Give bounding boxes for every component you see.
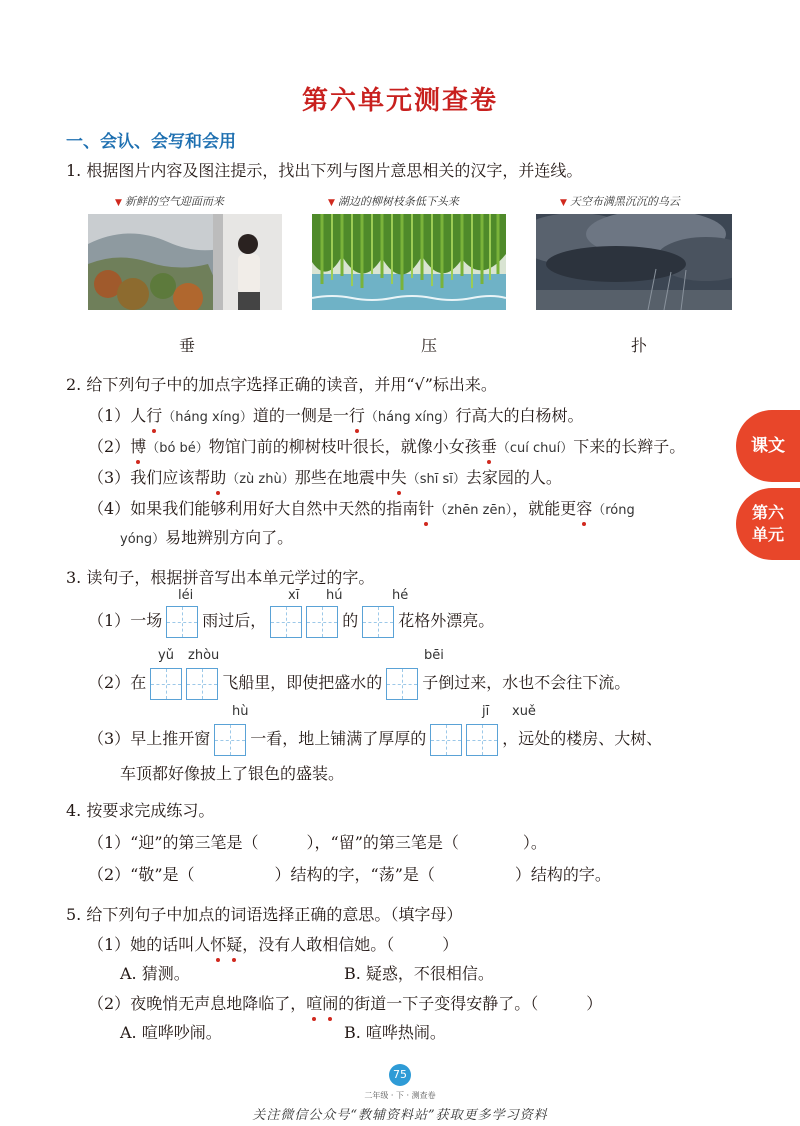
pinyin-lei: léi — [178, 588, 194, 603]
q1-caption-1: ▼ 新鲜的空气迎面而来 — [115, 195, 224, 208]
pinyin-yu: yǔ — [158, 648, 174, 663]
q1-char-1: 垂 — [179, 336, 196, 355]
triangle-icon: ▼ — [115, 198, 122, 208]
q5-sentence-1: （1）她的话叫人怀疑，没有人敢相信她。（ ） — [88, 935, 459, 954]
q1-char-3: 扑 — [631, 336, 648, 355]
writing-box[interactable] — [214, 724, 246, 756]
q3-sentence-3-cont: 车顶都好像披上了银色的盛装。 — [120, 764, 345, 783]
answer-box-group[interactable] — [150, 668, 218, 700]
q4-stem: 4. 按要求完成练习。 — [66, 801, 215, 820]
tab-text[interactable]: 课文 — [736, 410, 800, 482]
photo-fresh-air — [88, 214, 282, 310]
pinyin-xue: xuě — [512, 704, 536, 719]
q1-char-2: 压 — [421, 336, 438, 355]
writing-box[interactable] — [166, 606, 198, 638]
page-title: 第六单元测查卷 — [301, 86, 498, 116]
q1-caption-2: ▼ 湖边的柳树枝条低下头来 — [328, 195, 459, 208]
photo-willow — [312, 214, 506, 310]
pinyin-ji: jī — [482, 704, 490, 719]
page-number: 75 — [389, 1064, 411, 1086]
writing-box[interactable] — [306, 606, 338, 638]
q3-sentence-1: （1）一场 雨过后， 的 花格外漂亮。 — [88, 604, 494, 638]
writing-box[interactable] — [362, 606, 394, 638]
q2-sentence-3: （3）我们应该帮助（zù zhù）那些在地震中失（shī sī）去家园的人。 — [88, 468, 562, 487]
writing-box[interactable] — [270, 606, 302, 638]
answer-box-group[interactable] — [270, 606, 338, 638]
q3-sentence-2: （2）在 飞船里，即使把盛水的 子倒过来，水也不会往下流。 — [88, 666, 630, 700]
photo-dark-clouds — [536, 214, 732, 310]
writing-box[interactable] — [150, 668, 182, 700]
q2-sentence-2: （2）博（bó bé）物馆门前的柳树枝叶很长，就像小女孩垂（cuí chuí）下来的长辫子。 — [88, 437, 686, 456]
q5-option-2b: B. 喧哗热闹。 — [344, 1023, 446, 1042]
pinyin-zhou: zhòu — [188, 648, 220, 663]
pinyin-he: hé — [392, 588, 409, 603]
answer-box-group[interactable] — [166, 606, 198, 638]
footer-small: 二年级 · 下 · 测查卷 — [364, 1091, 436, 1100]
q3-sentence-3: （3）早上推开窗 一看，地上铺满了厚厚的 ，远处的楼房、大树、 — [88, 722, 662, 756]
triangle-icon: ▼ — [328, 198, 335, 208]
answer-box-group[interactable] — [386, 668, 418, 700]
answer-box-group[interactable] — [214, 724, 246, 756]
q4-line-2: （2）“敬”是（ ）结构的字，“荡”是（ ）结构的字。 — [88, 865, 611, 884]
q2-sentence-4-cont: yóng）易地辨别方向了。 — [120, 528, 294, 547]
q2-sentence-4: （4）如果我们能够利用好大自然中天然的指南针（zhēn zēn），就能更容（róng — [88, 499, 635, 518]
q5-option-2a: A. 喧哗吵闹。 — [120, 1023, 222, 1042]
answer-box-group[interactable] — [430, 724, 498, 756]
section-heading: 一、会认、会写和会用 — [66, 132, 236, 152]
pinyin-xi: xī — [288, 588, 300, 603]
pinyin-hu2: hù — [232, 704, 249, 719]
pinyin-hu: hú — [326, 588, 343, 603]
q5-stem: 5. 给下列句子中加点的词语选择正确的意思。（填字母） — [66, 905, 463, 924]
answer-box-group[interactable] — [362, 606, 394, 638]
q4-line-1: （1）“迎”的第三笔是（ ），“留”的第三笔是（ ）。 — [88, 833, 547, 852]
q1-stem: 1. 根据图片内容及图注提示，找出下列与图片意思相关的汉字，并连线。 — [66, 161, 583, 180]
q2-sentence-1: （1）人行（háng xíng）道的一侧是一行（háng xíng）行高大的白杨树。 — [88, 406, 584, 425]
writing-box[interactable] — [386, 668, 418, 700]
q1-caption-3: ▼ 天空布满黑沉沉的乌云 — [560, 195, 680, 208]
triangle-icon: ▼ — [560, 198, 567, 208]
footer-handwritten: 关注微信公众号“教辅资料站”获取更多学习资料 — [252, 1108, 548, 1123]
writing-box[interactable] — [430, 724, 462, 756]
q5-sentence-2: （2）夜晚悄无声息地降临了，喧闹的街道一下子变得安静了。（ ） — [88, 994, 603, 1013]
q2-stem: 2. 给下列句子中的加点字选择正确的读音，并用“√”标出来。 — [66, 375, 497, 394]
pinyin-bei: bēi — [424, 648, 444, 663]
writing-box[interactable] — [466, 724, 498, 756]
q3-stem: 3. 读句子，根据拼音写出本单元学过的字。 — [66, 568, 375, 587]
writing-box[interactable] — [186, 668, 218, 700]
tab-unit-six[interactable]: 第六单元 — [736, 488, 800, 560]
q5-option-1b: B. 疑惑，不很相信。 — [344, 964, 494, 983]
q5-option-1a: A. 猜测。 — [120, 964, 190, 983]
